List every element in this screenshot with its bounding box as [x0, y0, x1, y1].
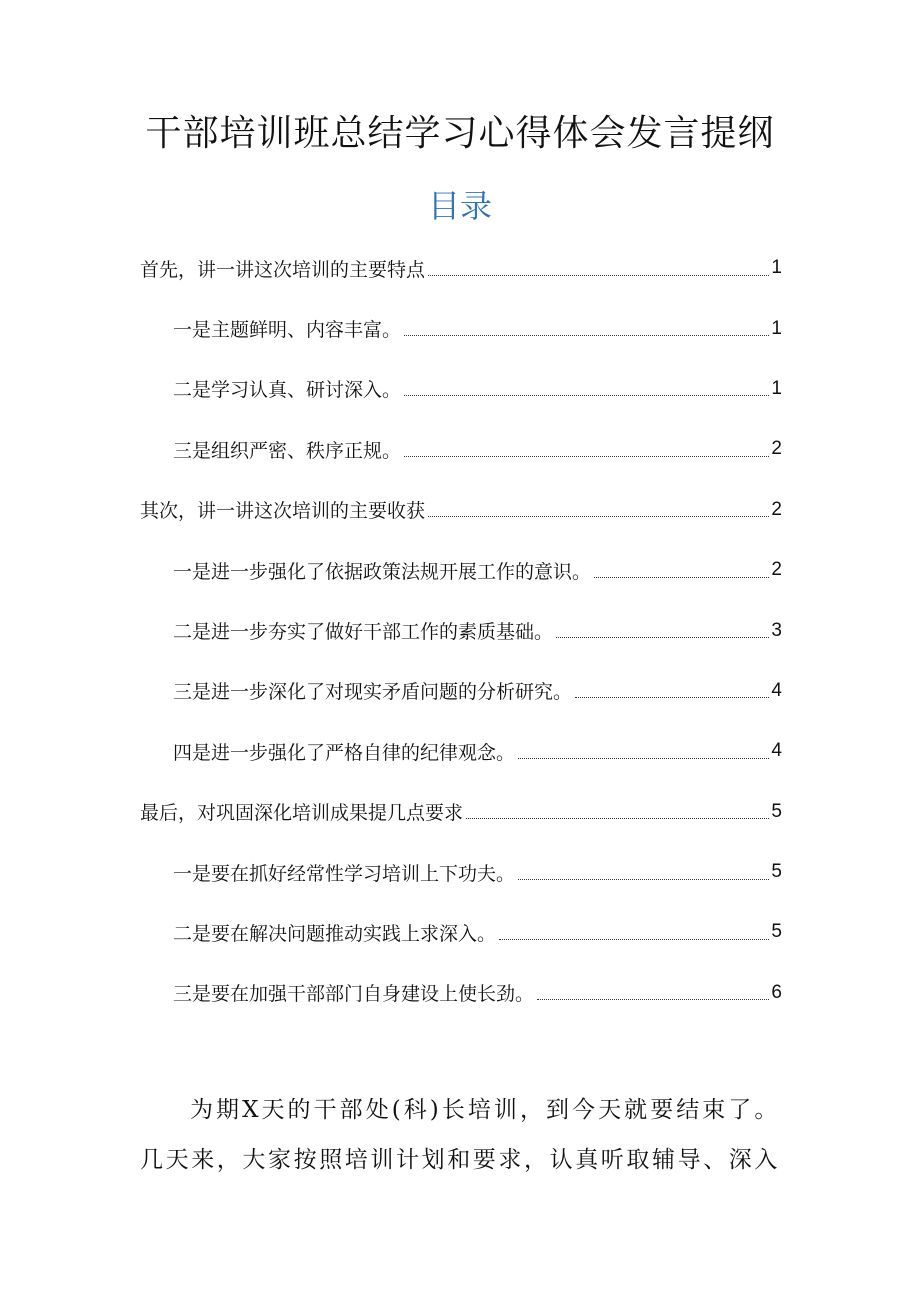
toc-entry[interactable] [140, 298, 782, 358]
toc-entry[interactable] [140, 419, 782, 479]
toc-entry[interactable] [140, 480, 782, 540]
toc-dot-leader [466, 798, 769, 819]
toc-entry-label: 三是要在加强干部部门自身建设上使长劲。 [173, 983, 535, 1006]
toc-entry[interactable] [140, 782, 782, 842]
toc-dot-leader [575, 677, 769, 698]
toc-entry-label: 三是组织严密、秩序正规。 [173, 439, 402, 462]
toc-entry-label: 首先，讲一讲这次培训的主要特点 [140, 258, 426, 281]
toc-page-number: 3 [771, 619, 782, 641]
toc-page-number: 1 [771, 377, 782, 399]
toc-page-number: 2 [771, 438, 782, 460]
toc-entry[interactable] [140, 238, 782, 298]
toc-entry-label: 一是进一步强化了依据政策法规开展工作的意识。 [173, 560, 592, 583]
toc-entry[interactable] [140, 600, 782, 660]
toc-dot-leader [404, 315, 769, 336]
toc-dot-leader [428, 255, 769, 276]
toc-dot-leader [404, 436, 769, 457]
toc-dot-leader [537, 979, 769, 1000]
toc-dot-leader [518, 738, 769, 759]
toc-dot-leader [404, 375, 769, 396]
toc-entry[interactable] [140, 842, 782, 902]
toc-entry-label: 最后，对巩固深化培训成果提几点要求 [140, 802, 464, 825]
toc-page-number: 1 [771, 257, 782, 279]
table-of-contents [140, 238, 782, 1023]
toc-dot-leader [556, 617, 769, 638]
document-title: 干部培训班总结学习心得体会发言提纲 [145, 113, 775, 154]
toc-dot-leader [428, 496, 769, 517]
toc-page-number: 2 [771, 559, 782, 581]
toc-entry-label: 二是要在解决问题推动实践上求深入。 [173, 922, 497, 945]
toc-page-number: 1 [771, 317, 782, 339]
toc-entry[interactable] [140, 540, 782, 600]
toc-page-number: 6 [771, 981, 782, 1003]
toc-page-number: 4 [771, 679, 782, 701]
toc-heading: 目录 [427, 187, 492, 225]
toc-page-number: 4 [771, 740, 782, 762]
toc-page-number: 5 [771, 861, 782, 883]
toc-entry-label: 其次，讲一讲这次培训的主要收获 [140, 500, 426, 523]
toc-dot-leader [499, 919, 769, 940]
body-paragraph: 为期X天的干部处(科)长培训，到今天就要结束了。几天来，大家按照培训计划和要求，认真听取辅导、深入 [140, 1097, 780, 1173]
toc-page-number: 5 [771, 800, 782, 822]
toc-entry[interactable] [140, 721, 782, 781]
toc-entry[interactable] [140, 661, 782, 721]
toc-entry[interactable] [140, 963, 782, 1023]
toc-dot-leader [518, 859, 769, 880]
toc-entry-label: 二是进一步夯实了做好干部工作的素质基础。 [173, 621, 554, 644]
toc-page-number: 2 [771, 498, 782, 520]
toc-entry[interactable] [140, 902, 782, 962]
toc-page-number: 5 [771, 921, 782, 943]
toc-entry-label: 一是要在抓好经常性学习培训上下功夫。 [173, 862, 516, 885]
toc-entry-label: 三是进一步深化了对现实矛盾问题的分析研究。 [173, 681, 573, 704]
toc-entry-label: 四是进一步强化了严格自律的纪律观念。 [173, 741, 516, 764]
toc-entry-label: 二是学习认真、研讨深入。 [173, 379, 402, 402]
toc-entry[interactable] [140, 359, 782, 419]
toc-entry-label: 一是主题鲜明、内容丰富。 [173, 319, 402, 342]
toc-dot-leader [594, 557, 769, 578]
